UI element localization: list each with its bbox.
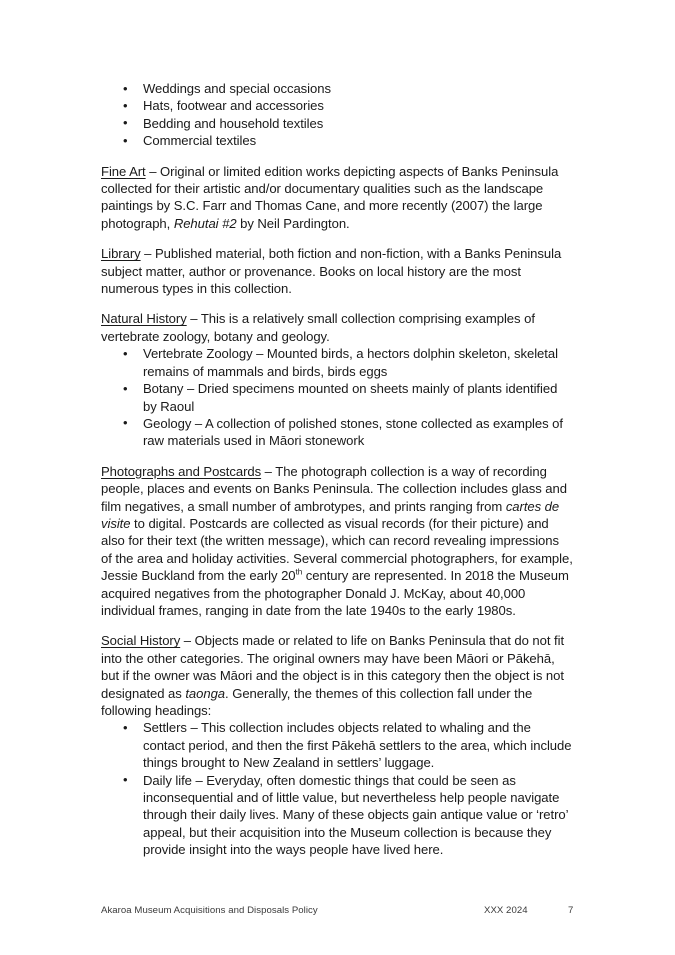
list-item: • Hats, footwear and accessories bbox=[101, 97, 573, 114]
list-item: • Weddings and special occasions bbox=[101, 80, 573, 97]
footer-document-title: Akaroa Museum Acquisitions and Disposals Policy bbox=[101, 905, 318, 916]
list-item: • Commercial textiles bbox=[101, 132, 573, 149]
section-social-history bbox=[101, 632, 573, 719]
list-item: • Geology – A collection of polished stones, stone collected as examples of raw materials used in Māori stonework bbox=[101, 415, 573, 450]
fine-art-body-a: Original or limited edition works depicting aspects of Banks Peninsula collected for their artistic and/or documentary qualities such as the landscape paintings by S.C. Farr and Thomas Cane, and more recently (2007) the large photograph, bbox=[101, 163, 559, 231]
natural-history-heading: Natural History bbox=[101, 311, 187, 327]
section-library bbox=[101, 245, 573, 297]
photographs-body-a: The photograph collection is a way of recording people, places and events on Banks Peninsula. The collection includes glass and film negatives, a small number of ambrotypes, and prints ranging from bbox=[101, 463, 567, 514]
fine-art-body-b: by Neil Pardington. bbox=[236, 215, 350, 231]
document-body bbox=[101, 80, 573, 859]
list-item: • Botany – Dried specimens mounted on sheets mainly of plants identified by Raoul bbox=[101, 380, 573, 415]
section-fine-art bbox=[101, 163, 573, 233]
social-history-bullet-list bbox=[101, 719, 573, 858]
fine-art-dash: – bbox=[145, 163, 161, 179]
natural-history-bullet-list bbox=[101, 345, 573, 449]
textiles-bullet-list bbox=[101, 80, 573, 150]
natural-history-dash: – bbox=[186, 311, 201, 327]
social-history-heading: Social History bbox=[101, 633, 181, 649]
library-heading: Library bbox=[101, 246, 141, 262]
list-item: • Vertebrate Zoology – Mounted birds, a hectors dolphin skeleton, skeletal remains of mammals and birds, birds eggs bbox=[101, 345, 573, 380]
photographs-dash: – bbox=[261, 463, 276, 479]
photographs-body-c: century are represented. In 2018 the Museum acquired negatives from the photographer Donald J. McKay, about 40,000 individual frames, ranging in date from the late 1940s to the early 1980s. bbox=[101, 568, 569, 618]
natural-history-body: This is a relatively small collection comprising examples of vertebrate zoology, botany and geology. bbox=[101, 311, 535, 344]
social-history-dash: – bbox=[180, 633, 195, 649]
photographs-italic-term: cartes de visite bbox=[101, 498, 560, 531]
library-body: Published material, both fiction and non-fiction, with a Banks Peninsula subject matter, author or provenance. Books on local history are the most numerous types in this collection. bbox=[101, 246, 562, 297]
social-history-body-b: . Generally, the themes of this collection fall under the following headings: bbox=[101, 685, 533, 718]
section-natural-history bbox=[101, 310, 573, 345]
ordinal-suffix: th bbox=[295, 567, 303, 577]
section-photographs-and-postcards bbox=[101, 463, 573, 620]
social-history-italic-term: taonga bbox=[185, 685, 226, 701]
library-dash: – bbox=[140, 246, 155, 262]
photographs-body-b: to digital. Postcards are collected as visual records (for their picture) and also for their text (the written message), which can record revealing impressions of the area and holiday activities. Several commercial photographers, for example, Jessie Buckland from the early 20 bbox=[101, 515, 573, 584]
list-item: • Bedding and household textiles bbox=[101, 115, 573, 132]
photographs-heading: Photographs and Postcards bbox=[101, 463, 262, 479]
page-footer bbox=[101, 903, 573, 919]
list-item: • Daily life – Everyday, often domestic things that could be seen as inconsequential and of little value, but nevertheless help people navigate through their daily lives. Many of these objects gain antique value or ‘retro’ appeal, but their acquisition into the Museum collection is because they provide insight into the ways people have lived here. bbox=[101, 772, 573, 859]
fine-art-heading: Fine Art bbox=[101, 163, 146, 179]
footer-page-number: 7 bbox=[568, 905, 574, 916]
social-history-body-a: Objects made or related to life on Banks Peninsula that do not fit into the other categories. The original owners may have been Māori or Pākehā, but if the owner was Māori and the object is in this category then the object is not designated as bbox=[101, 633, 565, 701]
fine-art-artwork-title: Rehutai #2 bbox=[173, 215, 237, 231]
list-item: • Settlers – This collection includes objects related to whaling and the contact period, and then the first Pākehā settlers to the area, which include things brought to New Zealand in settlers’ luggage. bbox=[101, 719, 573, 771]
footer-date: XXX 2024 bbox=[484, 905, 528, 916]
